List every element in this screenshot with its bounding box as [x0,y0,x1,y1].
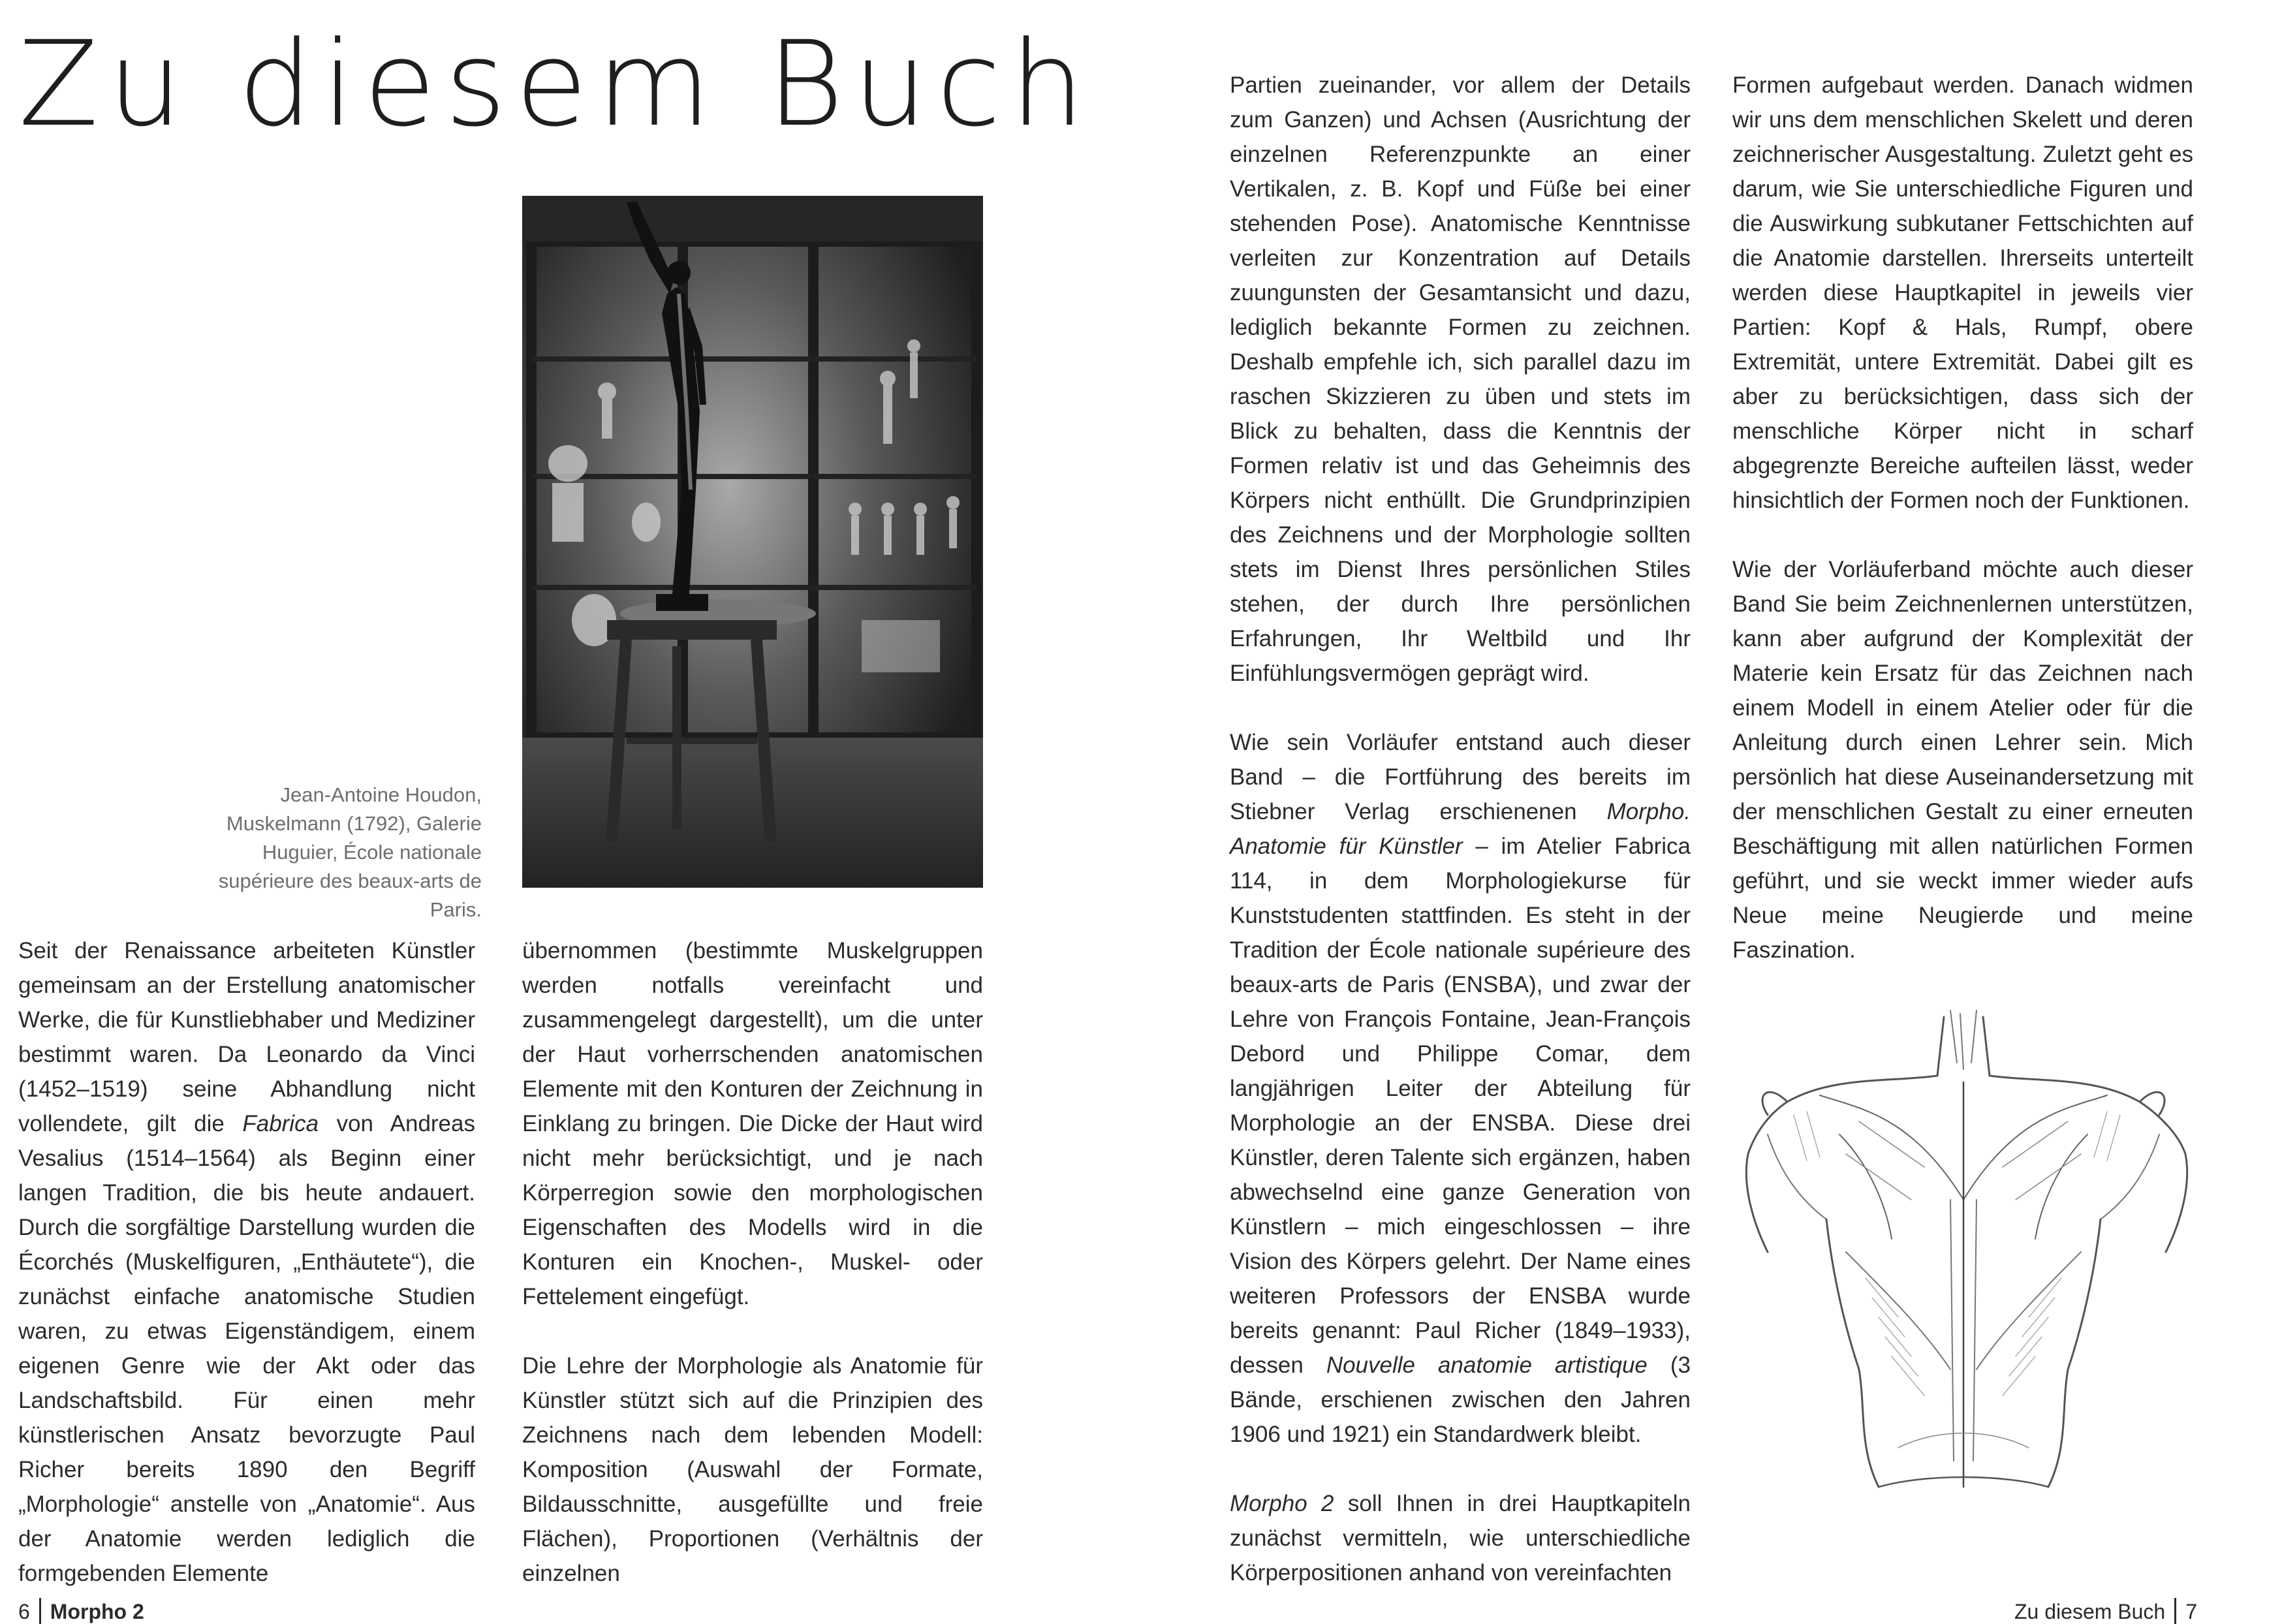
body-paragraph [1230,68,1691,691]
body-paragraph [522,1349,983,1591]
text-run: Wie sein Vorläufer entstand auch dieser Band – die Fortführung des bereits im Stiebner Verlag erschienenen [1230,730,1691,824]
left-column-2 [522,933,983,1591]
footer-separator [39,1598,41,1624]
text-run: Die Lehre der Morphologie als Anatomie für Künstler stützt sich auf die Prinzipien des Zeichnens nach dem lebenden Modell: Komposition (Auswahl der Formate, Bildausschnitte, ausgefüllte und freie Flächen), Proportionen (Verhältnis der einzelnen [522,1353,983,1586]
text-run: (3 Bände, erschienen zwischen den Jahren 1906 und 1921) ein Standardwerk bleibt. [1230,1352,1691,1447]
italic-title: Morpho 2 [1230,1491,1334,1516]
left-column-1 [18,933,475,1591]
body-paragraph [1732,68,2193,518]
right-column-2 [1732,68,2193,967]
left-page [0,0,1141,1623]
text-run: – im Atelier Fabrica 114, in dem Morphologiekurse für Kunststudenten stattfinden. Es steht in der Tradition der École nationale supérieure des beaux-arts de Paris (ENSBA), und zwar der Lehre von François Fontaine, Jean-François Debord und Philippe Comar, dem langjährigen Leiter der Abteilung für Morphologie an der ENSBA. Diese drei Künstler, deren Talente sich ergänzen, haben abwechselnd eine ganze Generation von Künstlern – mich eingeschlossen – ihre Vision des Körpers gelehrt. Der Name eines weiteren Professors der ENSBA wurde bereits genannt: Paul Richer (1849–1933), dessen [1230,834,1691,1378]
photo-caption: Jean-Antoine Houdon, Muskelmann (1792), Galerie Huguier, École nationale supérieure des beaux-arts de Paris. [218,783,482,921]
footer-right [2014,1598,2197,1624]
book-title: Morpho 2 [50,1600,144,1623]
footer-separator [2174,1598,2176,1624]
right-column-1 [1230,68,1691,1590]
text-run: Partien zueinander, vor allem der Details zum Ganzen) und Achsen (Ausrichtung der einzelnen Referenzpunkte an einer Vertikalen, z. B. Kopf und Füße bei einer stehenden Pose). Anatomische Kenntnisse verleiten zur Konzentration auf Details zuungunsten der Gesamtansicht und dazu, lediglich bekannte Formen zu zeichnen. Deshalb empfehle ich, sich parallel dazu im raschen Skizzieren zu üben und stets im Blick zu behalten, dass die Kenntnis der Formen relativ ist und das Geheimnis des Körpers nicht enthüllt. Die Grundprinzipien des Zeichnens und der Morphologie sollten stets im Dienst Ihres persönlichen Stiles stehen, der durch Ihre persönlichen Erfahrungen, Ihr Weltbild und Ihr Einfühlungsvermögen geprägt wird. [1230,72,1691,686]
body-paragraph [1230,725,1691,1452]
italic-title: Fabrica [242,1111,319,1136]
right-page [1141,0,2282,1623]
italic-title: Nouvelle anatomie artistique [1326,1352,1648,1378]
text-run: Seit der Renaissance arbeiteten Künstler gemeinsam an der Erstellung anatomischer Werke, die für Kunstliebhaber und Mediziner bestimmt waren. Da Leonardo da Vinci (1452–1519) seine Abhandlung nicht vollendete, gilt die [18,938,475,1136]
text-run: übernommen (bestimmte Muskelgruppen werden notfalls vereinfacht und zusammengelegt dargestellt), um die unter der Haut vorherrschenden anatomischen Elemente mit den Konturen der Zeichnung in Einklang zu bringen. Die Dicke der Haut wird nicht mehr berücksichtigt, und je nach Körperregion sowie den morphologischen Eigenschaften des Modells wird in die Konturen ein Knochen-, Muskel- oder Fettelement eingefügt. [522,938,983,1309]
text-run: Formen aufgebaut werden. Danach widmen wir uns dem menschlichen Skelett und deren zeichnerischer Ausgestaltung. Zuletzt geht es darum, wie Sie unterschiedliche Figuren und die Auswirkung subkutaner Fettschichten auf die Anatomie darstellen. Ihrerseits unterteilt werden diese Hauptkapitel in jeweils vier Partien: Kopf & Hals, Rumpf, obere Extremität, untere Extremität. Dabei gilt es aber zu berücksichtigen, dass sich der menschliche Körper nicht in scharf abgegrenzte Bereiche aufteilen lässt, weder hinsichtlich der Formen noch der Funktionen. [1732,72,2193,513]
houdon-ecorche-photo [522,196,983,888]
back-muscle-sketch [1728,1004,2198,1513]
text-run: Wie der Vorläuferband möchte auch dieser Band Sie beim Zeichnenlernen unterstützen, kann aber aufgrund der Komplexität der Materie kein Ersatz für das Zeichnen nach einem Modell in einem Atelier oder für die Anleitung durch einen Lehrer sein. Mich persönlich hat diese Auseinandersetzung mit der menschlichen Gestalt zu einer erneuten Beschäftigung mit allen natürlichen Formen geführt, und sie weckt immer wieder aufs Neue meine Neugierde und meine Faszination. [1732,557,2193,963]
body-paragraph [522,933,983,1314]
page-title: Zu diesem Buch [18,16,1094,153]
section-title: Zu diesem Buch [2014,1600,2166,1623]
body-paragraph [18,933,475,1591]
text-run: von Andreas Vesalius (1514–1564) als Beginn einer langen Tradition, die bis heute andauert. Durch die sorgfältige Darstellung wurden die Écorchés (Muskelfiguren, „Enthäutete“), die zunächst einfache anatomische Studien waren, zu etwas Eigenständigem, einem eigenen Genre wie der Akt oder das Landschaftsbild. Für einen mehr künstlerischen Ansatz bevorzugte Paul Richer bereits 1890 den Begriff „Morphologie“ anstelle von „Anatomie“. Aus der Anatomie werden lediglich die formgebenden Elemente [18,1111,475,1586]
body-paragraph [1230,1486,1691,1590]
page-number: 7 [2185,1600,2198,1623]
body-paragraph [1732,552,2193,967]
italic-title: Morpho. Anatomie für Künstler [1230,799,1691,859]
footer-left [18,1598,144,1624]
text-run: soll Ihnen in drei Hauptkapiteln zunächst vermitteln, wie unterschiedliche Körperpositionen anhand von vereinfachten [1230,1491,1691,1585]
page-number: 6 [18,1600,30,1623]
